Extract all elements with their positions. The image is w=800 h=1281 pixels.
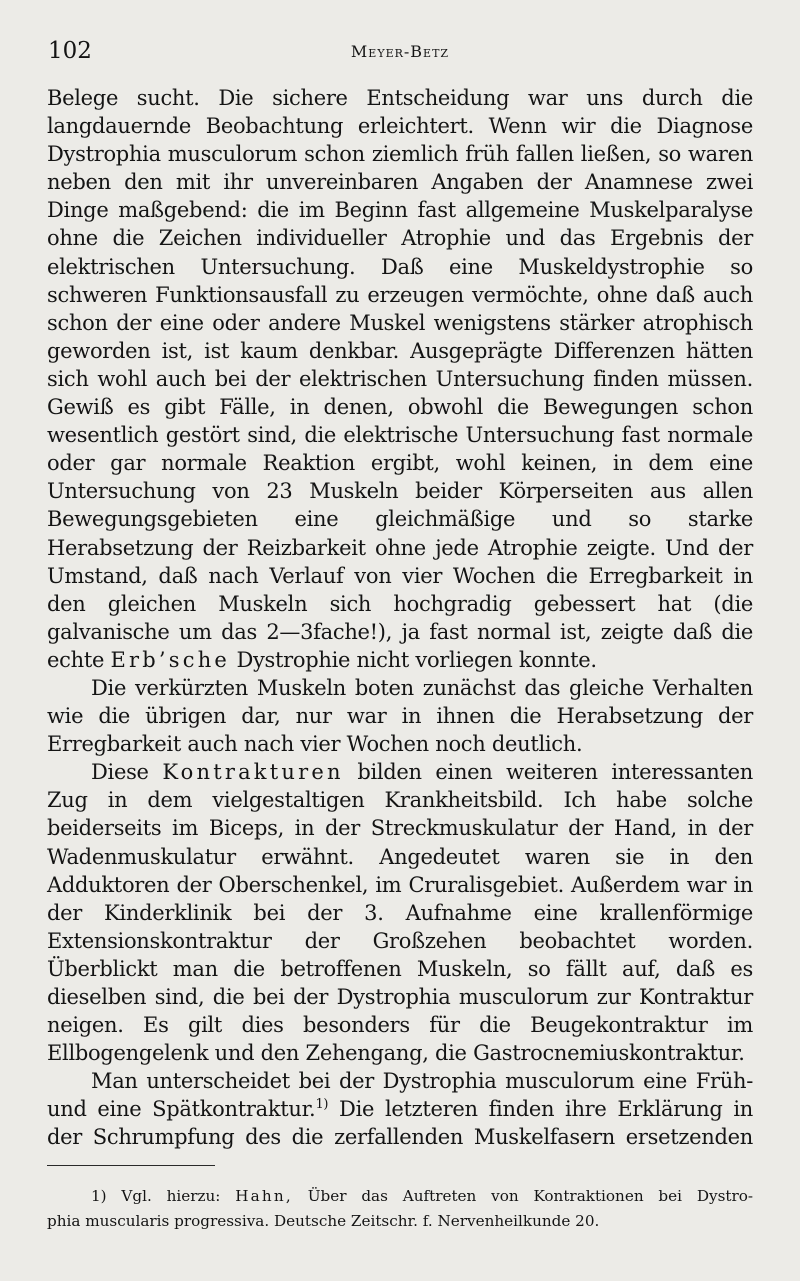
footnote-line-1 — [47, 1184, 753, 1209]
paragraph-2: Die verkürzten Muskeln boten zunächst das gleiche Verhalten wie die übrigen dar, nur war in ihnen die Herabsetzung der Erregbarkeit auch nach vier Wochen noch deutlich. — [47, 675, 753, 757]
page-header — [48, 38, 752, 68]
paragraph-3-text: bilden einen weiteren interessanten Zug in dem vielgestaltigen Krankheitsbild. Ich habe solche beiderseits im Biceps, in der Streckmuskulatur der Hand, in der Wadenmuskulatur erwähnt. Angedeutet waren sie in den Adduktoren der Oberschenkel, im Cruralisgebiet. Außerdem war in der Kinderklinik bei der 3. Aufnahme eine krallenförmige Extensionskontraktur der Großzehen beobachtet worden. Überblickt man die betroffenen Muskeln, so fällt auf, daß es dieselben sind, die bei der Dystrophia musculorum zur Kontraktur neigen. Es gilt dies besonders für die Beugekontraktur im Ellbogengelenk und den Zehengang, die Gastrocnemiuskontraktur. — [47, 760, 753, 1066]
page-number: 102 — [48, 38, 92, 64]
footnote-divider — [47, 1165, 215, 1166]
paragraph-1 — [47, 84, 753, 674]
paragraph-4-start: Man unterscheidet bei der Dystrophia musculorum eine Früh- und eine Spätkontraktur. — [47, 1069, 753, 1122]
running-head: Meyer-Betz — [350, 42, 450, 61]
paragraph-4 — [47, 1067, 753, 1151]
footnote-author: Hahn, — [235, 1187, 293, 1205]
footnote-marker: 1) Vgl. hierzu: — [91, 1187, 221, 1205]
term-kontrakturen: Kontrakturen — [162, 760, 344, 785]
paragraph-3-start: Diese — [91, 760, 149, 785]
paragraph-1-text: Belege sucht. Die sichere Entscheidung war uns durch die langdauernde Beobachtung erleichtert. Wenn wir die Diagnose Dystrophia musculorum schon ziemlich früh fallen ließen, so waren neben den mit ihr unvereinbaren Angaben der Anamnese zwei Dinge maßgebend: die im Beginn fast allgemeine Muskelparalyse ohne die Zeichen individueller Atrophie und das Ergebnis der elektrischen Untersuchung. Daß eine Muskeldystrophie so schweren Funktionsausfall zu erzeugen vermöchte, ohne daß auch schon der eine oder andere Muskel wenigstens stärker atrophisch geworden ist, ist kaum denkbar. Ausgeprägte Differenzen hätten sich wohl auch bei der elektrischen Untersuchung finden müssen. Gewiß es gibt Fälle, in denen, obwohl die Bewegungen schon wesentlich gestört sind, die elektrische Untersuchung fast normale oder gar normale Reaktion ergibt, wohl keinen, in dem eine Untersuchung von 23 Muskeln beider Körperseiten aus allen Bewegungsgebieten eine gleichmäßige und so starke Herabsetzung der Reizbarkeit ohne jede Atrophie zeigte. Und der Umstand, daß nach Verlauf von vier Wochen die Erregbarkeit in den gleichen Muskeln sich hochgradig gebessert hat (die galvanische um das 2—3fache!), ja fast normal ist, zeigte daß die echte — [47, 86, 753, 672]
footnote-text-1: Über das Auftreten von Kontraktionen bei Dystro- — [307, 1187, 754, 1205]
footnote-line-2: phia muscularis progressiva. Deutsche Zeitschr. f. Nervenheilkunde 20. — [47, 1212, 600, 1230]
paragraph-4-text: Die letzteren finden ihre Erklärung in der Schrumpfung des die zerfallenden Muskelfasern ersetzenden — [47, 1097, 753, 1150]
paragraph-3 — [47, 758, 753, 1067]
body-text — [47, 84, 753, 1152]
footnote-reference[interactable]: 1) — [315, 1097, 329, 1113]
footnote — [47, 1184, 753, 1234]
paragraph-1-end: Dystrophie nicht vorliegen konnte. — [236, 647, 597, 672]
author-name-erb: Erb’sche — [110, 647, 231, 672]
